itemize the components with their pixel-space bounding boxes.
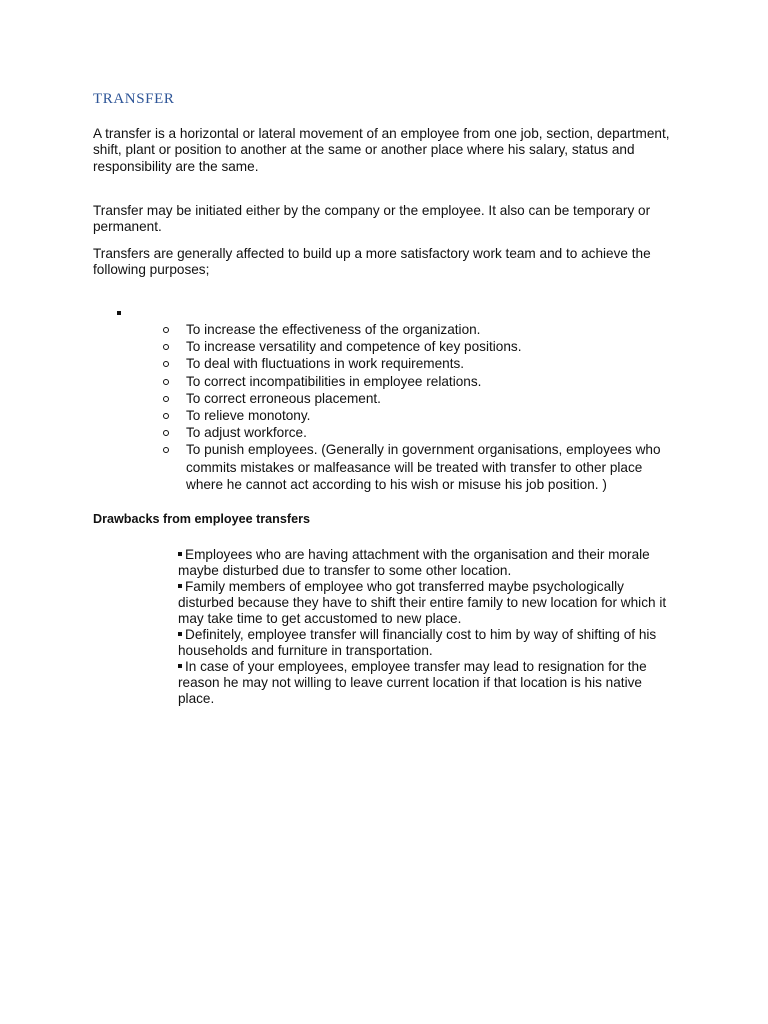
circle-bullet-icon bbox=[163, 327, 169, 333]
list-item bbox=[160, 407, 675, 424]
list-item-text: To correct incompatibilities in employee relations. bbox=[186, 373, 482, 389]
square-bullet-icon bbox=[178, 552, 182, 556]
list-item-text: Family members of employee who got transferred maybe psychologically disturbed because they have to shift their entire family to new location for which it may take time to get accustomed to new place. bbox=[178, 579, 667, 626]
circle-bullet-icon bbox=[163, 447, 169, 453]
list-item-text: To deal with fluctuations in work requirements. bbox=[186, 356, 465, 372]
purposes-list bbox=[160, 321, 675, 493]
list-item-text: To relieve monotony. bbox=[186, 408, 311, 424]
list-item-text: To increase versatility and competence of key positions. bbox=[186, 339, 522, 355]
list-item bbox=[178, 627, 678, 659]
list-item bbox=[160, 373, 675, 390]
circle-bullet-icon bbox=[163, 344, 169, 350]
list-item bbox=[160, 441, 675, 493]
circle-bullet-icon bbox=[163, 379, 169, 385]
list-item bbox=[178, 579, 678, 627]
list-item-text: To correct erroneous placement. bbox=[186, 390, 381, 406]
section-heading-drawbacks: Drawbacks from employee transfers bbox=[93, 512, 310, 526]
page-title: TRANSFER bbox=[93, 91, 175, 107]
list-item-text: Employees who are having attachment with the organisation and their morale maybe disturbed due to transfer to some other location. bbox=[178, 547, 650, 578]
list-item bbox=[160, 390, 675, 407]
circle-bullet-icon bbox=[163, 430, 169, 436]
circle-bullet-icon bbox=[163, 361, 169, 367]
circle-bullet-icon bbox=[163, 413, 169, 419]
list-item-text: To adjust workforce. bbox=[186, 425, 307, 441]
circle-bullet-icon bbox=[163, 396, 169, 402]
list-item bbox=[178, 547, 678, 579]
square-bullet-icon bbox=[178, 584, 182, 588]
list-item bbox=[160, 321, 675, 338]
paragraph-initiation: Transfer may be initiated either by the company or the employee. It also can be temporary or permanent. bbox=[93, 203, 651, 235]
square-bullet-icon bbox=[178, 664, 182, 668]
list-item-text: To increase the effectiveness of the organization. bbox=[186, 322, 481, 337]
drawbacks-list bbox=[178, 547, 678, 707]
paragraph-definition: A transfer is a horizontal or lateral movement of an employee from one job, section, department, shift, plant or position to another at the same or another place where his salary, status and responsibility are the same. bbox=[93, 126, 670, 174]
square-bullet-icon bbox=[117, 311, 121, 315]
list-item bbox=[160, 355, 675, 372]
list-item bbox=[178, 659, 678, 707]
list-item bbox=[160, 424, 675, 441]
square-bullet-icon bbox=[178, 632, 182, 636]
list-item-text: To punish employees. (Generally in government organisations, employees who commits mistakes or malfeasance will be treated with transfer to other place where he cannot act according to his wish or misuse his job position. ) bbox=[186, 442, 661, 492]
paragraph-purposes-intro: Transfers are generally affected to build up a more satisfactory work team and to achieve the following purposes; bbox=[93, 246, 651, 278]
list-item-text: Definitely, employee transfer will financially cost to him by way of shifting of his households and furniture in transportation. bbox=[178, 627, 657, 658]
list-item-text: In case of your employees, employee transfer may lead to resignation for the reason he may not willing to leave current location if that location is his native place. bbox=[178, 659, 647, 706]
list-item bbox=[160, 338, 675, 355]
